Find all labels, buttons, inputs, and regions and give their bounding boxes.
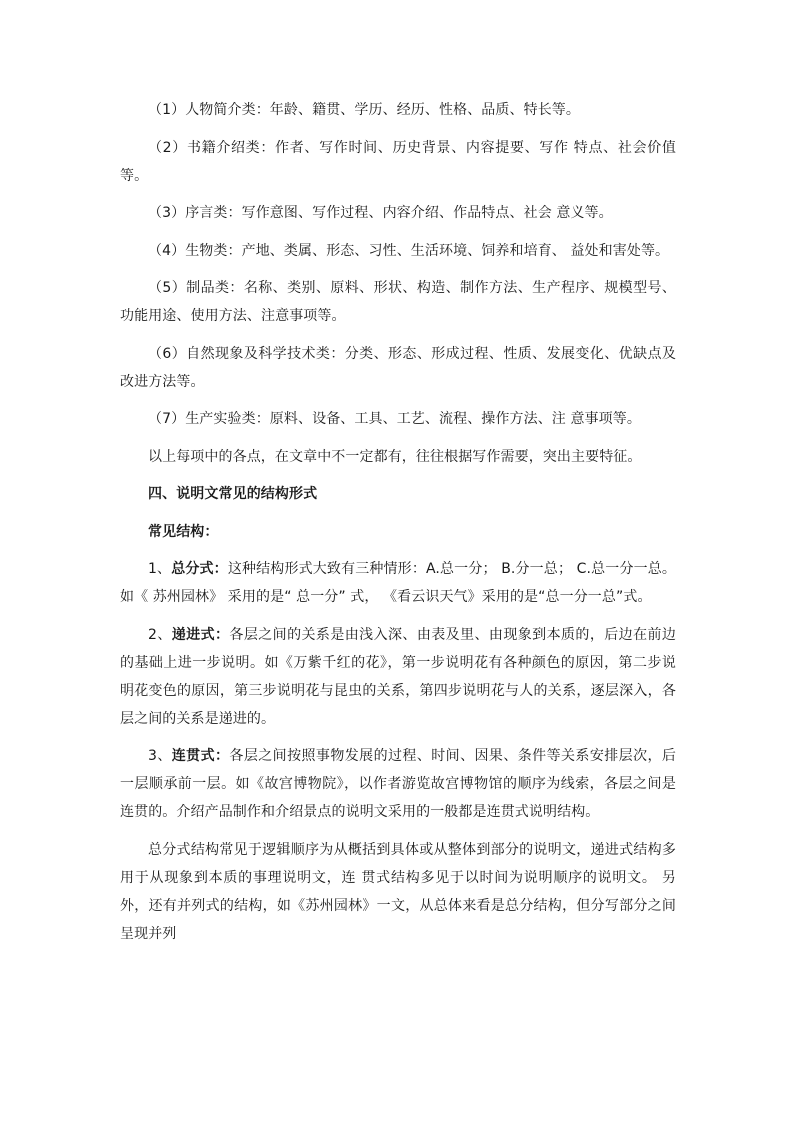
subsection-heading: 常见结构： xyxy=(148,523,219,540)
paragraph-conclusion: 总分式结构常见于逻辑顺序为从概括到具体或从整体到部分的说明文，递进式结构多用于从现象到本质的事理说明文，连 贯式结构多见于以时间为说明顺序的说明文。 另外，还有并列式的结构，如《苏州园林》一文，从总体来看是总分结构，但分写部分之间呈现并列 xyxy=(120,841,676,942)
paragraph-summary: 以上每项中的各点，在文章中不一定都有，往往根据写作需要，突出主要特征。 xyxy=(148,448,642,465)
document-page xyxy=(120,96,676,957)
paragraph-progressive: 2、递进式：各层之间的关系是由浅入深、由表及里、由现象到本质的，后边在前边的基础上进一步说明。如《万紫千红的花》，第一步说明花有各种颜色的原因，第二步说明花变色的原因，第三步说明花与昆虫的关系，第四步说明花与人的关系，逐层深入，各层之间的关系是递进的。 xyxy=(120,626,676,727)
paragraph-sequential: 3、连贯式：各层之间按照事物发展的过程、时间、因果、条件等关系安排层次，后一层顺承前一层。如《故宫博物院》，以作者游览故宫博物馆的顺序为线索，各层之间是连贯的。介绍产品制作和介绍景点的说明文采用的一般都是连贯式说明结构。 xyxy=(120,748,676,820)
paragraph-natural-science: （6）自然现象及科学技术类：分类、形态、形成过程、性质、发展变化、优缺点及改进方法等。 xyxy=(120,345,676,390)
paragraph-person-intro: （1）人物简介类：年龄、籍贯、学历、经历、性格、品质、特长等。 xyxy=(148,102,581,118)
paragraph-experiment: （7）生产实验类：原料、设备、工具、工艺、流程、操作方法、注 意事项等。 xyxy=(148,411,641,427)
paragraph-preface: （3）序言类：写作意图、写作过程、内容介绍、作品特点、社会 意义等。 xyxy=(148,205,613,221)
paragraph-book-intro: （2）书籍介绍类：作者、写作时间、历史背景、内容提要、写作 特点、社会价值等。 xyxy=(120,139,676,184)
paragraph-products: （5）制品类：名称、类别、原料、形状、构造、制作方法、生产程序、规模型号、功能用途、使用方法、注意事项等。 xyxy=(120,280,676,324)
paragraph-total-part: 1、总分式：这种结构形式大致有三种情形：A.总一分； B.分一总； C.总一分一总。如《 苏州园林》 采用的是“ 总一分” 式， 《看云识天气》采用的是“总一分一总”式。 xyxy=(120,561,677,605)
section-heading: 四、说明文常见的结构形式 xyxy=(148,486,318,502)
paragraph-biology: （4）生物类：产地、类属、形态、习性、生活环境、饲养和培育、 益处和害处等。 xyxy=(148,242,670,259)
